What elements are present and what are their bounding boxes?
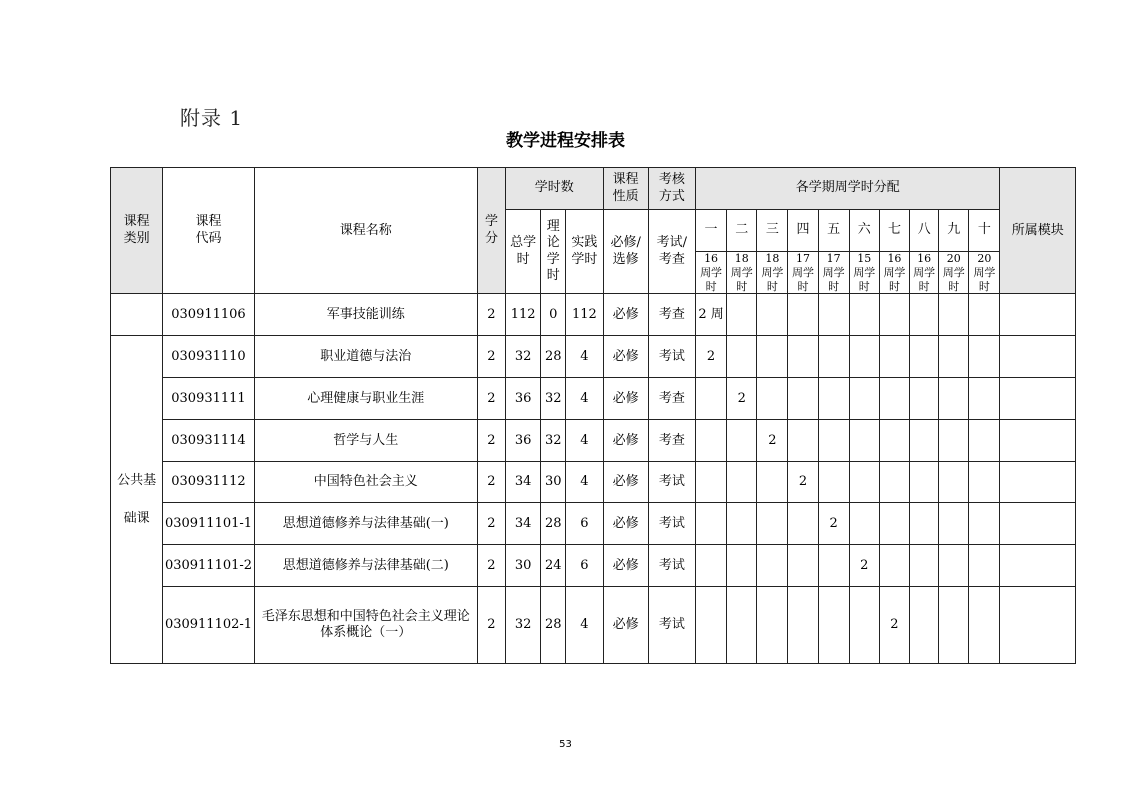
cell-theory-hours: 30 — [541, 462, 566, 503]
cell-total-hours: 112 — [506, 294, 541, 336]
cell-module — [1000, 378, 1076, 420]
cell-semester-10 — [969, 294, 1000, 336]
cell-assess: 考试 — [648, 503, 695, 545]
cell-semester-7 — [879, 420, 909, 462]
cell-code: 030911101-2 — [163, 545, 254, 587]
cell-module — [1000, 462, 1076, 503]
cell-semester-1 — [695, 545, 726, 587]
cell-code: 030911106 — [163, 294, 254, 336]
cell-semester-4 — [788, 587, 818, 664]
cell-semester-3 — [757, 294, 788, 336]
cell-semester-8 — [910, 587, 939, 664]
cell-semester-6 — [849, 420, 879, 462]
cell-total-hours: 34 — [506, 462, 541, 503]
header-weeks-8: 16周学时 — [910, 252, 939, 294]
cell-semester-6 — [849, 462, 879, 503]
cell-credit: 2 — [477, 336, 505, 378]
header-semester-10: 十 — [969, 210, 1000, 252]
cell-name: 中国特色社会主义 — [254, 462, 477, 503]
cell-semester-1 — [695, 420, 726, 462]
cell-semester-5: 2 — [818, 503, 849, 545]
cell-semester-10 — [969, 545, 1000, 587]
cell-theory-hours: 32 — [541, 420, 566, 462]
cell-semester-8 — [910, 378, 939, 420]
cell-semester-3 — [757, 336, 788, 378]
header-weeks-4: 17周学时 — [788, 252, 818, 294]
cell-practice-hours: 4 — [566, 378, 603, 420]
cell-semester-2 — [727, 294, 757, 336]
cell-total-hours: 36 — [506, 420, 541, 462]
cell-semester-2 — [727, 587, 757, 664]
header-semester-group: 各学期周学时分配 — [695, 168, 999, 210]
header-total-hours: 总学时 — [506, 210, 541, 294]
cell-semester-8 — [910, 503, 939, 545]
cell-theory-hours: 28 — [541, 336, 566, 378]
header-assess-group: 考核方式 — [648, 168, 695, 210]
cell-semester-3 — [757, 503, 788, 545]
cell-semester-2 — [727, 503, 757, 545]
cell-semester-5 — [818, 420, 849, 462]
cell-semester-1: 2 — [695, 336, 726, 378]
header-nature-sub: 必修/选修 — [603, 210, 648, 294]
table-row — [111, 420, 1076, 462]
cell-semester-4 — [788, 336, 818, 378]
cell-practice-hours: 6 — [566, 545, 603, 587]
cell-semester-1 — [695, 587, 726, 664]
table-row — [111, 587, 1076, 664]
cell-semester-6 — [849, 587, 879, 664]
header-weeks-10: 20周学时 — [969, 252, 1000, 294]
cell-semester-9 — [939, 462, 969, 503]
header-credit: 学分 — [477, 168, 505, 294]
cell-total-hours: 32 — [506, 336, 541, 378]
cell-semester-4 — [788, 420, 818, 462]
cell-nature: 必修 — [603, 462, 648, 503]
header-semester-9: 九 — [939, 210, 969, 252]
cell-assess: 考试 — [648, 336, 695, 378]
cell-semester-8 — [910, 336, 939, 378]
cell-semester-4 — [788, 503, 818, 545]
cell-semester-10 — [969, 336, 1000, 378]
cell-total-hours: 34 — [506, 503, 541, 545]
cell-semester-2 — [727, 420, 757, 462]
header-semester-6: 六 — [849, 210, 879, 252]
cell-semester-5 — [818, 336, 849, 378]
cell-assess: 考查 — [648, 420, 695, 462]
cell-name: 心理健康与职业生涯 — [254, 378, 477, 420]
cell-credit: 2 — [477, 503, 505, 545]
cell-semester-9 — [939, 336, 969, 378]
cell-semester-9 — [939, 545, 969, 587]
cell-theory-hours: 32 — [541, 378, 566, 420]
header-theory-hours: 理论学时 — [541, 210, 566, 294]
cell-practice-hours: 6 — [566, 503, 603, 545]
cell-semester-4 — [788, 378, 818, 420]
cell-semester-5 — [818, 462, 849, 503]
cell-semester-1 — [695, 462, 726, 503]
header-weeks-2: 18周学时 — [727, 252, 757, 294]
cell-nature: 必修 — [603, 587, 648, 664]
cell-semester-10 — [969, 378, 1000, 420]
cell-semester-2 — [727, 545, 757, 587]
cell-module — [1000, 503, 1076, 545]
cell-semester-1: 2 周 — [695, 294, 726, 336]
cell-semester-3 — [757, 378, 788, 420]
cell-name: 职业道德与法治 — [254, 336, 477, 378]
cell-semester-2 — [727, 336, 757, 378]
cell-nature: 必修 — [603, 294, 648, 336]
header-assess-sub: 考试/考查 — [648, 210, 695, 294]
header-category: 课程类别 — [111, 168, 163, 294]
cell-semester-6: 2 — [849, 545, 879, 587]
header-name: 课程名称 — [254, 168, 477, 294]
cell-nature: 必修 — [603, 378, 648, 420]
cell-credit: 2 — [477, 378, 505, 420]
header-semester-8: 八 — [910, 210, 939, 252]
appendix-label: 附录 1 — [180, 106, 244, 130]
header-weeks-5: 17周学时 — [818, 252, 849, 294]
cell-semester-9 — [939, 378, 969, 420]
cell-semester-1 — [695, 378, 726, 420]
cell-semester-5 — [818, 545, 849, 587]
cell-semester-5 — [818, 294, 849, 336]
cell-practice-hours: 4 — [566, 336, 603, 378]
cell-semester-6 — [849, 336, 879, 378]
cell-credit: 2 — [477, 294, 505, 336]
cell-module — [1000, 545, 1076, 587]
cell-practice-hours: 112 — [566, 294, 603, 336]
cell-name: 毛泽东思想和中国特色社会主义理论体系概论（一） — [254, 587, 477, 664]
cell-code: 030931111 — [163, 378, 254, 420]
header-weeks-7: 16周学时 — [879, 252, 909, 294]
cell-nature: 必修 — [603, 545, 648, 587]
cell-total-hours: 30 — [506, 545, 541, 587]
cell-semester-5 — [818, 378, 849, 420]
table-row — [111, 503, 1076, 545]
cell-semester-10 — [969, 420, 1000, 462]
cell-semester-4: 2 — [788, 462, 818, 503]
cell-code: 030931112 — [163, 462, 254, 503]
table-row — [111, 462, 1076, 503]
table-row — [111, 545, 1076, 587]
cell-theory-hours: 24 — [541, 545, 566, 587]
cell-practice-hours: 4 — [566, 462, 603, 503]
cell-practice-hours: 4 — [566, 587, 603, 664]
schedule-table — [110, 167, 1076, 664]
cell-semester-3 — [757, 587, 788, 664]
cell-credit: 2 — [477, 420, 505, 462]
cell-assess: 考试 — [648, 545, 695, 587]
cell-assess: 考查 — [648, 294, 695, 336]
category-cell — [111, 294, 163, 336]
cell-module — [1000, 420, 1076, 462]
cell-semester-7 — [879, 336, 909, 378]
cell-semester-9 — [939, 503, 969, 545]
cell-semester-7: 2 — [879, 587, 909, 664]
cell-semester-8 — [910, 462, 939, 503]
header-weeks-3: 18周学时 — [757, 252, 788, 294]
cell-semester-7 — [879, 462, 909, 503]
header-semester-7: 七 — [879, 210, 909, 252]
cell-theory-hours: 28 — [541, 587, 566, 664]
header-practice-hours: 实践学时 — [566, 210, 603, 294]
header-semester-4: 四 — [788, 210, 818, 252]
cell-semester-10 — [969, 587, 1000, 664]
cell-semester-10 — [969, 503, 1000, 545]
header-hours-group: 学时数 — [506, 168, 604, 210]
header-code: 课程代码 — [163, 168, 254, 294]
header-nature-group: 课程性质 — [603, 168, 648, 210]
cell-credit: 2 — [477, 462, 505, 503]
cell-assess: 考试 — [648, 462, 695, 503]
cell-name: 军事技能训练 — [254, 294, 477, 336]
cell-assess: 考试 — [648, 587, 695, 664]
cell-semester-4 — [788, 294, 818, 336]
category-cell: 公共基础课 — [111, 336, 163, 664]
cell-code: 030911102-1 — [163, 587, 254, 664]
cell-semester-7 — [879, 378, 909, 420]
header-weeks-9: 20周学时 — [939, 252, 969, 294]
cell-semester-6 — [849, 378, 879, 420]
cell-name: 哲学与人生 — [254, 420, 477, 462]
cell-theory-hours: 0 — [541, 294, 566, 336]
cell-practice-hours: 4 — [566, 420, 603, 462]
cell-nature: 必修 — [603, 503, 648, 545]
header-module: 所属模块 — [1000, 168, 1076, 294]
cell-assess: 考查 — [648, 378, 695, 420]
cell-semester-9 — [939, 587, 969, 664]
header-semester-3: 三 — [757, 210, 788, 252]
header-semester-2: 二 — [727, 210, 757, 252]
cell-total-hours: 32 — [506, 587, 541, 664]
cell-semester-9 — [939, 420, 969, 462]
cell-semester-6 — [849, 503, 879, 545]
cell-code: 030931114 — [163, 420, 254, 462]
cell-semester-7 — [879, 503, 909, 545]
table-row — [111, 294, 1076, 336]
cell-theory-hours: 28 — [541, 503, 566, 545]
cell-module — [1000, 294, 1076, 336]
cell-semester-6 — [849, 294, 879, 336]
header-semester-5: 五 — [818, 210, 849, 252]
cell-name: 思想道德修养与法律基础(二) — [254, 545, 477, 587]
cell-semester-8 — [910, 420, 939, 462]
cell-module — [1000, 336, 1076, 378]
cell-semester-2: 2 — [727, 378, 757, 420]
cell-semester-8 — [910, 545, 939, 587]
cell-semester-5 — [818, 587, 849, 664]
cell-code: 030911101-1 — [163, 503, 254, 545]
cell-credit: 2 — [477, 545, 505, 587]
cell-semester-1 — [695, 503, 726, 545]
cell-code: 030931110 — [163, 336, 254, 378]
cell-semester-4 — [788, 545, 818, 587]
cell-name: 思想道德修养与法律基础(一) — [254, 503, 477, 545]
cell-semester-8 — [910, 294, 939, 336]
cell-nature: 必修 — [603, 336, 648, 378]
table-row — [111, 336, 1076, 378]
page-number: 53 — [559, 739, 572, 750]
header-weeks-1: 16周学时 — [695, 252, 726, 294]
cell-semester-2 — [727, 462, 757, 503]
cell-semester-3 — [757, 462, 788, 503]
table-row — [111, 378, 1076, 420]
cell-total-hours: 36 — [506, 378, 541, 420]
cell-semester-7 — [879, 294, 909, 336]
cell-nature: 必修 — [603, 420, 648, 462]
cell-semester-9 — [939, 294, 969, 336]
header-semester-1: 一 — [695, 210, 726, 252]
cell-credit: 2 — [477, 587, 505, 664]
cell-semester-3: 2 — [757, 420, 788, 462]
page-title: 教学进程安排表 — [506, 131, 625, 151]
cell-semester-3 — [757, 545, 788, 587]
cell-semester-10 — [969, 462, 1000, 503]
header-weeks-6: 15周学时 — [849, 252, 879, 294]
cell-semester-7 — [879, 545, 909, 587]
cell-module — [1000, 587, 1076, 664]
